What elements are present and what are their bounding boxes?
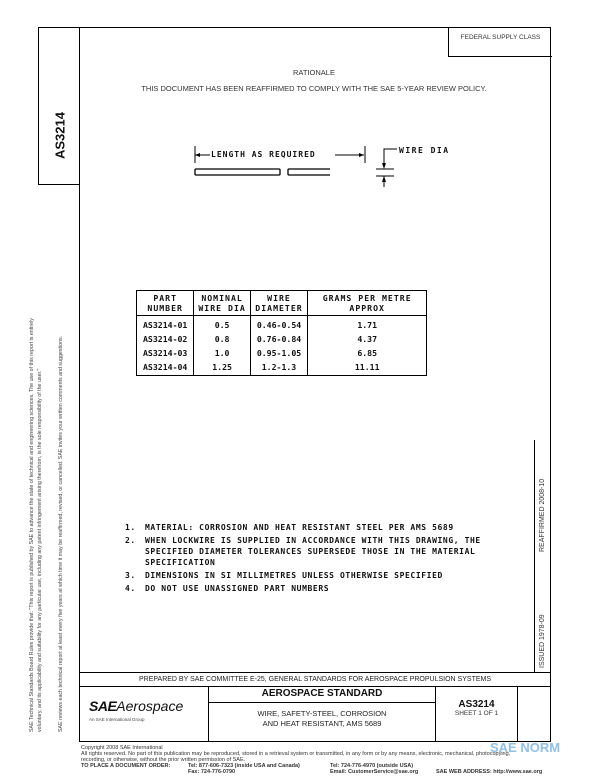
note-item: 2. WHEN LOCKWIRE IS SUPPLIED IN ACCORDANCE WITH THIS DRAWING, THE SPECIFIED DIAMETER TOLERANCES SUPERSEDE THOSE IN THE MATERIAL SPECIFICATION: [125, 536, 481, 567]
table-row: [137, 361, 427, 376]
tel-us: Tel: 877-606-7323 (inside USA and Canada): [188, 763, 300, 769]
issue-dates-strip: [534, 440, 552, 672]
doc-number: AS3214: [458, 699, 495, 710]
cell: AS3214-01: [137, 316, 194, 333]
disclaimer-line-2: voluntary, and its applicability and suitability for any particular use, including any patent infringement arising therefrom, is the sole responsibility of the user.": [37, 368, 43, 732]
cell: 1.71: [308, 316, 427, 333]
col-header-part-number: PART NUMBER: [137, 291, 194, 316]
disclaimer-line-3: SAE reviews each technical report at least every five years at which time it may be reaffirmed, revised, or cancelled. SAE invites your written comments and suggestions.: [58, 335, 64, 732]
col-header-wire-diameter: WIRE DIAMETER: [250, 291, 307, 316]
fax: Fax: 724-776-0790: [188, 769, 236, 775]
prepared-by: PREPARED BY SAE COMMITTEE E-25, GENERAL STANDARDS FOR AEROSPACE PROPULSION SYSTEMS: [79, 672, 551, 687]
table-header-row: [137, 291, 427, 316]
standard-type: AEROSPACE STANDARD: [209, 686, 435, 703]
rights-notice: All rights reserved. No part of this publication may be reproduced, stored in a retrieval system or transmitted, in any form or by any means, electronic, mechanical, photocopying,: [81, 751, 511, 757]
cell: 1.0: [194, 347, 250, 361]
federal-supply-class: FEDERAL SUPPLY CLASS: [448, 27, 552, 57]
issued-date: ISSUED 1978-09: [539, 614, 546, 668]
col-header-grams-per-metre: GRAMS PER METRE APPROX: [308, 291, 427, 316]
cell: AS3214-04: [137, 361, 194, 376]
table-row: [137, 347, 427, 361]
cell: 1.25: [194, 361, 250, 376]
order-label: TO PLACE A DOCUMENT ORDER:: [81, 763, 171, 769]
cell: 0.8: [194, 333, 250, 347]
doc-number-vertical: AS3214: [52, 112, 68, 159]
rights-notice-2: recording, or otherwise, without the prior written permission of SAE.: [81, 757, 246, 763]
wire-dia-label: WIRE DIA: [399, 146, 450, 155]
doc-number-cell: [436, 686, 518, 742]
col-header-nominal-wire-dia: NOMINAL WIRE DIA: [194, 291, 250, 316]
length-arrow-right: [335, 143, 375, 193]
document-title-line-1: WIRE, SAFETY-STEEL, CORROSION: [257, 709, 387, 718]
table-row: [137, 333, 427, 347]
web-address[interactable]: SAE WEB ADDRESS: http://www.sae.org: [436, 769, 543, 775]
sae-aerospace-logo: SAEAerospace An SAE International Group: [79, 686, 209, 742]
cell: 6.85: [308, 347, 427, 361]
cell: AS3214-02: [137, 333, 194, 347]
cell: 0.46-0.54: [250, 316, 307, 333]
cell: 11.11: [308, 361, 427, 376]
reaffirmed-date: REAFFIRMED 2008-10: [539, 478, 546, 552]
disclaimer-line-1: SAE Technical Standards Board Rules provide that: "This report is published by SAE to advance the state of technical and engineering sciences. The use of this report is entirely: [29, 318, 35, 732]
note-item: 4. DO NOT USE UNASSIGNED PART NUMBERS: [125, 584, 330, 593]
email[interactable]: Email: CustomerService@sae.org: [330, 769, 419, 775]
cell: 0.76-0.84: [250, 333, 307, 347]
cell: 0.5: [194, 316, 250, 333]
cell: 4.37: [308, 333, 427, 347]
notes-list: [125, 522, 525, 596]
note-item: 1. MATERIAL: CORROSION AND HEAT RESISTANT STEEL PER AMS 5689: [125, 523, 454, 532]
length-label: LENGTH AS REQUIRED: [211, 150, 316, 159]
cell: 0.95-1.05: [250, 347, 307, 361]
drawing-frame: [79, 27, 551, 742]
table-row: [137, 316, 427, 333]
sheet-number: SHEET 1 OF 1: [454, 710, 499, 717]
part-number-table: [136, 290, 427, 376]
tel-intl: Tel: 724-776-4970 (outside USA): [330, 763, 414, 769]
watermark: SAE NORM: [490, 740, 561, 755]
title-cell: [209, 686, 436, 742]
rationale-heading: RATIONALE: [293, 68, 335, 77]
cell: 1.2-1.3: [250, 361, 307, 376]
document-title-line-2: AND HEAT RESISTANT, AMS 5689: [262, 719, 382, 728]
copyright: Copyright 2008 SAE International: [81, 745, 163, 751]
note-item: 3. DIMENSIONS IN SI MILLIMETRES UNLESS OTHERWISE SPECIFIED: [125, 571, 443, 580]
wire-drawing: [190, 143, 330, 183]
cell: AS3214-03: [137, 347, 194, 361]
rationale-text: THIS DOCUMENT HAS BEEN REAFFIRMED TO COMPLY WITH THE SAE 5-YEAR REVIEW POLICY.: [141, 84, 487, 93]
